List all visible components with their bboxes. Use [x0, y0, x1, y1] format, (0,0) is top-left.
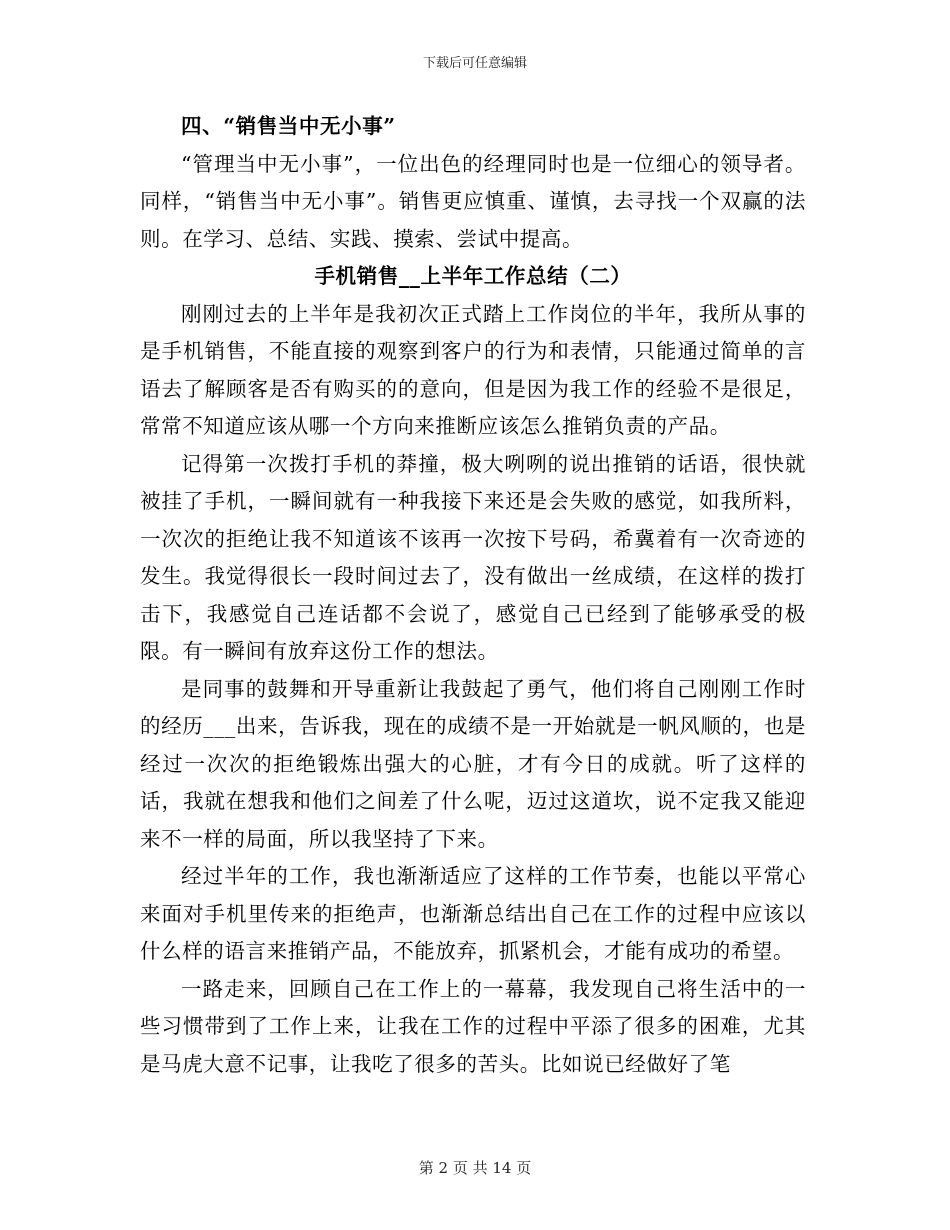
section-heading: 四、“销售当中无小事” — [181, 114, 396, 138]
paragraph: 是同事的鼓舞和开导重新让我鼓起了勇气，他们将自己刚刚工作时的经历___出来，告诉我，现在的成绩不是一开始就是一帆风顺的，也是经过一次次的拒绝锻炼出强大的心脏，才有今日的成就。听了这样的话，我就在想我和他们之间差了什么呢，迈过这道坎，说不定我又能迎来不一样的局面，所以我坚持了下来。 — [140, 676, 806, 851]
article-title: 手机销售__上半年工作总结（二） — [314, 264, 632, 288]
paragraph: “管理当中无小事”，一位出色的经理同时也是一位细心的领导者。同样，“销售当中无小事”。销售更应慎重、谨慎，去寻找一个双赢的法则。在学习、总结、实践、摸索、尝试中提高。 — [140, 151, 806, 251]
paragraph: 一路走来，回顾自己在工作上的一幕幕，我发现自己将生活中的一些习惯带到了工作上来，让我在工作的过程中平添了很多的困难，尤其是马虎大意不记事，让我吃了很多的苦头。比如说已经做好了笔 — [140, 976, 806, 1076]
page-footer: 第 2 页 共 14 页 — [418, 1159, 532, 1177]
paragraph: 刚刚过去的上半年是我初次正式踏上工作岗位的半年，我所从事的是手机销售，不能直接的观察到客户的行为和表情，只能通过简单的言语去了解顾客是否有购买的的意向，但是因为我工作的经验不是很足，常常不知道应该从哪一个方向来推断应该怎么推销负责的产品。 — [140, 301, 806, 438]
paragraph: 经过半年的工作，我也渐渐适应了这样的工作节奏，也能以平常心来面对手机里传来的拒绝声，也渐渐总结出自己在工作的过程中应该以什么样的语言来推销产品，不能放弃，抓紧机会，才能有成功的希望。 — [140, 864, 806, 963]
document-body — [140, 108, 806, 1083]
header-note: 下载后可任意编辑 — [422, 56, 527, 71]
paragraph: 记得第一次拨打手机的莽撞，极大咧咧的说出推销的话语，很快就被挂了手机，一瞬间就有一种我接下来还是会失败的感觉，如我所料，一次次的拒绝让我不知道该不该再一次按下号码，希冀着有一次奇迹的发生。我觉得很长一段时间过去了，没有做出一丝成绩，在这样的拨打击下，我感觉自己连话都不会说了，感觉自己已经到了能够承受的极限。有一瞬间有放弃这份工作的想法。 — [140, 451, 806, 663]
